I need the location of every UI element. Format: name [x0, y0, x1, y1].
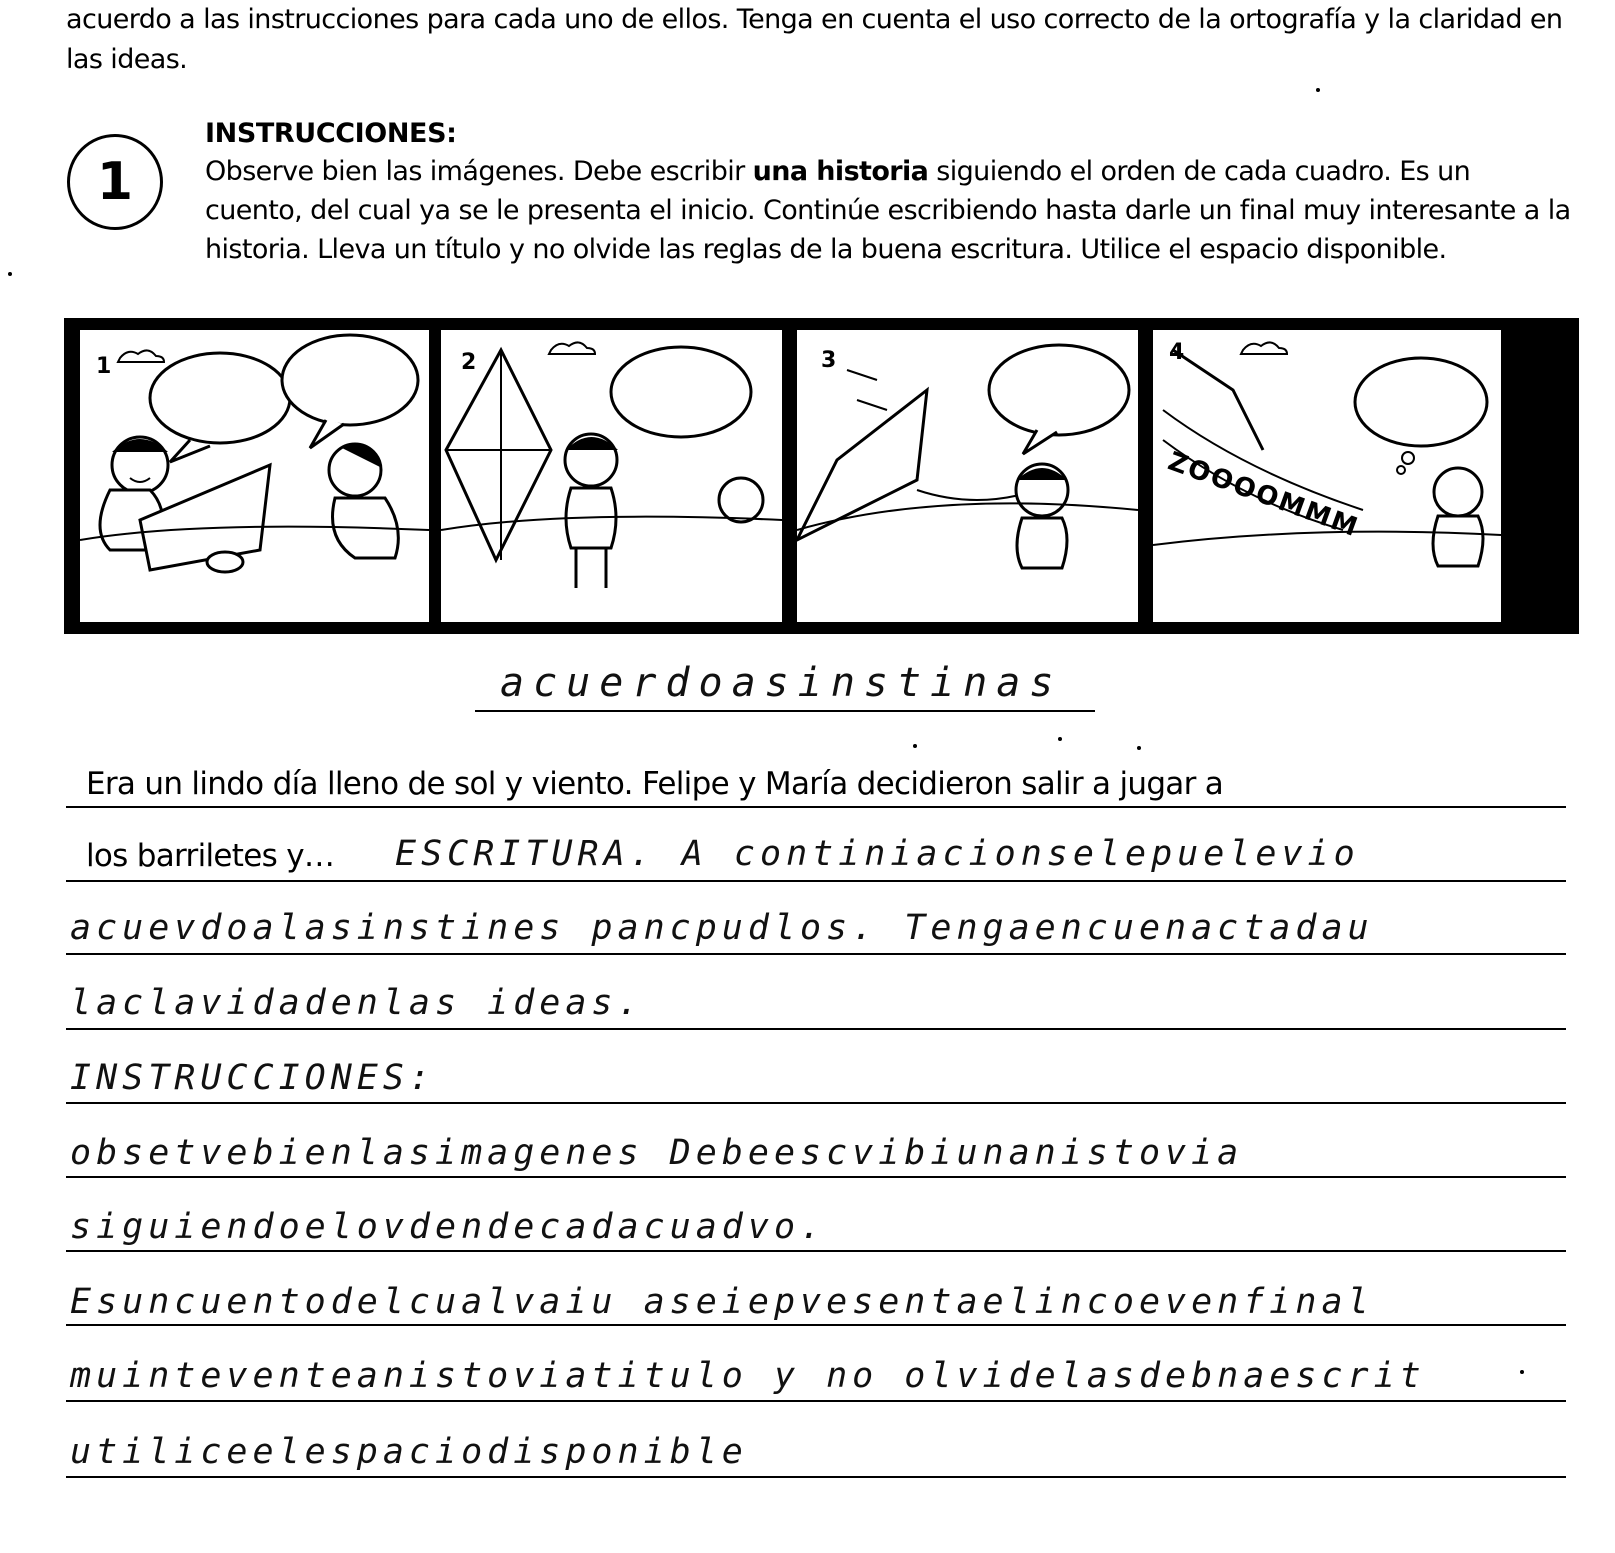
instructions-bold-phrase: una historia — [752, 156, 929, 187]
sound-effect-text: ZOOOOMMM — [1163, 446, 1363, 544]
writing-line — [66, 1102, 1566, 1104]
scan-speck — [1137, 746, 1141, 750]
handwritten-line-8: muinteventeanistoviatitulo y no olvidelasdebnaescrit — [70, 1356, 1426, 1396]
panel-number: 2 — [461, 350, 477, 375]
intro-paragraph: acuerdo a las instrucciones para cada uno de ellos. Tenga en cuenta el uso correcto de la ortografía y la claridad en las ideas. — [66, 4, 1563, 75]
handwritten-line-9: utiliceelespaciodisponible — [70, 1432, 748, 1472]
writing-line — [66, 953, 1566, 955]
comic-panel-1 — [80, 330, 429, 622]
panel-3-drawing — [797, 330, 1138, 622]
writing-line — [66, 806, 1566, 808]
handwritten-line-4: INSTRUCCIONES: — [70, 1058, 436, 1098]
writing-line — [66, 1028, 1566, 1030]
panel-number: 3 — [821, 348, 837, 373]
comic-panel-3 — [797, 330, 1138, 622]
panel-number: 1 — [96, 354, 112, 379]
scan-speck — [1058, 737, 1062, 741]
title-underline — [475, 710, 1095, 712]
comic-panel-4 — [1153, 330, 1501, 622]
panel-2-drawing — [441, 330, 782, 622]
story-printed-line-1: Era un lindo día lleno de sol y viento. Felipe y María decidieron salir a jugar a — [86, 766, 1224, 802]
story-printed-line-2: los barriletes y… — [86, 838, 335, 874]
handwritten-line-7: Esuncuentodelcualvaiu aseiepvesentaelincoevenfinal — [70, 1282, 1374, 1322]
instructions-text-part1: Observe bien las imágenes. Debe escribir — [205, 156, 753, 187]
scan-speck — [1520, 1370, 1524, 1374]
scan-speck — [1316, 88, 1320, 92]
exercise-number-circle: 1 — [67, 134, 163, 230]
handwritten-line-1: ESCRITURA. A continiacionselepuelevio — [395, 834, 1360, 874]
handwritten-line-6: siguiendoelovdendecadacuadvo. — [70, 1207, 827, 1247]
instructions-text-part2: siguiendo el orden de cada cuadro. Es un cuento, del cual ya se le presenta el inicio. Continúe escribiendo hasta darle un final muy interesante a la historia. Lleva un título y no olvide las reglas de la buena escritura. Utilice el espacio disponible. — [205, 156, 1571, 265]
panel-1-drawing — [80, 330, 429, 622]
writing-line — [66, 1476, 1566, 1478]
story-title-handwritten: acuerdoasinstinas — [500, 660, 1063, 706]
writing-line — [66, 1400, 1566, 1402]
scan-speck — [913, 744, 917, 748]
handwritten-line-3: laclavidadenlas ideas. — [70, 983, 644, 1023]
comic-strip — [64, 318, 1579, 634]
instructions-body — [205, 152, 1575, 269]
scan-speck — [8, 272, 12, 276]
handwritten-line-2: acuevdoalasinstines pancpudlos. Tengaencuenactadau — [70, 908, 1374, 948]
writing-line — [66, 880, 1566, 882]
handwritten-line-5: obsetvebienlasimagenes Debeescvibiunanistovia — [70, 1133, 1244, 1173]
writing-line — [66, 1324, 1566, 1326]
comic-panel-2 — [441, 330, 782, 622]
writing-line — [66, 1250, 1566, 1252]
instructions-title: INSTRUCCIONES: — [205, 118, 457, 149]
writing-line — [66, 1176, 1566, 1178]
panel-number: 4 — [1169, 340, 1185, 365]
